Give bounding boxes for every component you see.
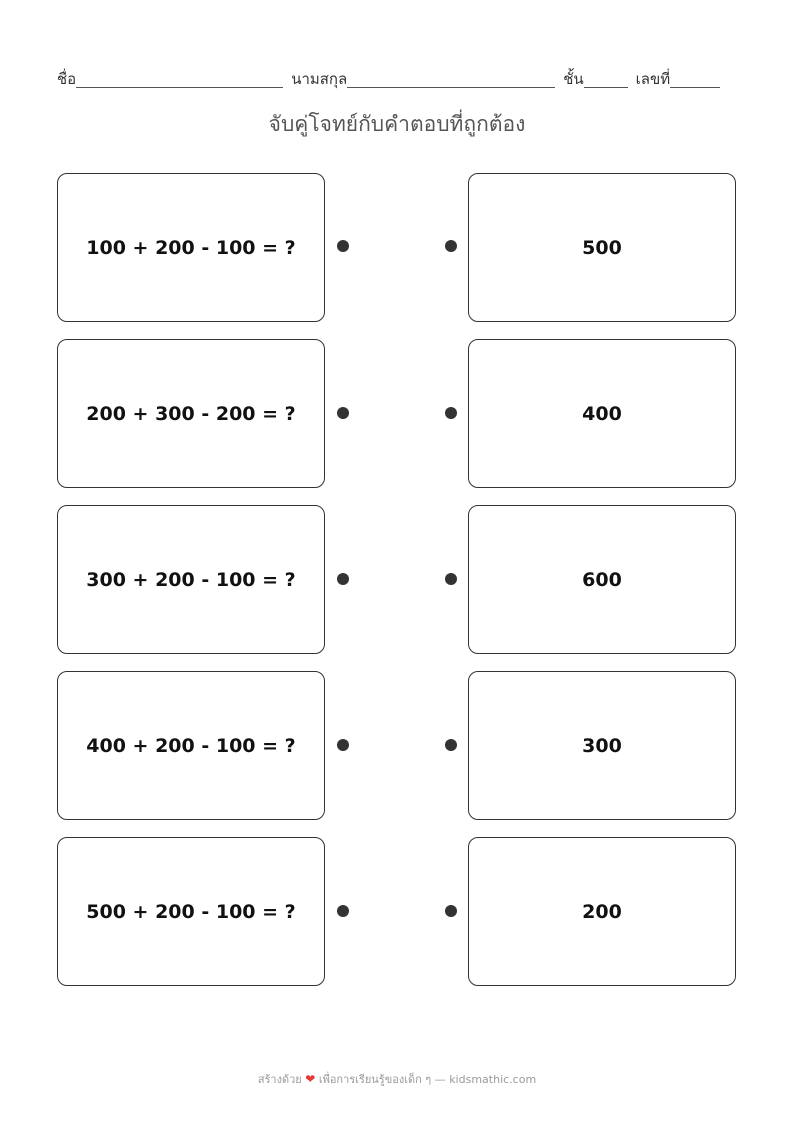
answer-dot[interactable] [445, 407, 457, 419]
question-card: 500 + 200 - 100 = ? [57, 837, 325, 986]
answer-dot[interactable] [445, 240, 457, 252]
question-dot[interactable] [337, 573, 349, 585]
number-label: เลขที่ [635, 70, 671, 88]
surname-label: นามสกุล [291, 70, 348, 88]
footer-made-with: สร้างด้วย [257, 1073, 302, 1086]
question-dot[interactable] [337, 407, 349, 419]
student-info-header [57, 64, 748, 88]
number-field[interactable] [670, 69, 720, 88]
question-dot[interactable] [337, 905, 349, 917]
question-card: 200 + 300 - 200 = ? [57, 339, 325, 488]
question-dot[interactable] [337, 739, 349, 751]
answer-card: 400 [468, 339, 736, 488]
question-card: 100 + 200 - 100 = ? [57, 173, 325, 322]
heart-icon: ❤ [305, 1072, 316, 1086]
footer-site-link[interactable]: kidsmathic.com [449, 1073, 537, 1086]
question-card: 300 + 200 - 100 = ? [57, 505, 325, 654]
footer-purpose: เพื่อการเรียนรู้ของเด็ก ๆ — [318, 1073, 446, 1086]
page-title: จับคู่โจทย์กับคำตอบที่ถูกต้อง [268, 112, 526, 136]
name-label: ชื่อ [57, 70, 77, 88]
footer [0, 1070, 794, 1088]
answer-card: 300 [468, 671, 736, 820]
answer-dot[interactable] [445, 573, 457, 585]
answer-card: 200 [468, 837, 736, 986]
question-dot[interactable] [337, 240, 349, 252]
answer-card: 500 [468, 173, 736, 322]
name-field[interactable] [76, 69, 283, 88]
answer-dot[interactable] [445, 739, 457, 751]
answer-dot[interactable] [445, 905, 457, 917]
answer-card: 600 [468, 505, 736, 654]
question-card: 400 + 200 - 100 = ? [57, 671, 325, 820]
class-label: ชั้น [563, 70, 584, 88]
class-field[interactable] [584, 69, 628, 88]
surname-field[interactable] [347, 69, 555, 88]
